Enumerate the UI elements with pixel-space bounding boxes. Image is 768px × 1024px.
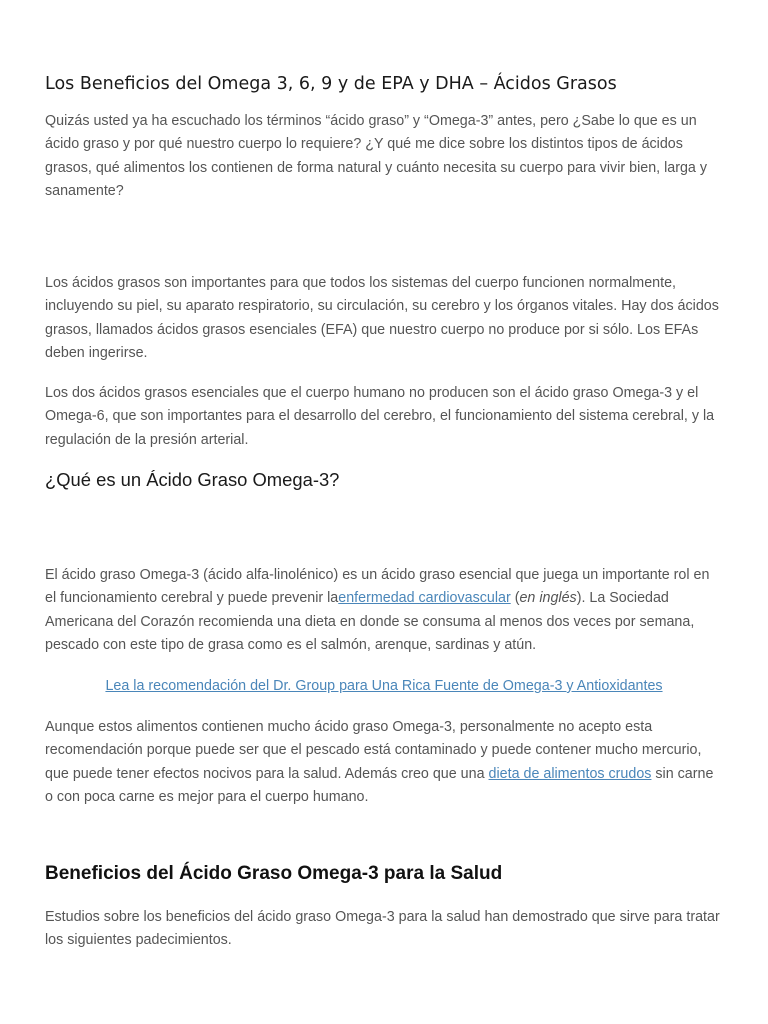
article-title: Los Beneficios del Omega 3, 6, 9 y de EPA y DHA – Ácidos Grasos (45, 74, 617, 94)
opinion-paragraph (45, 716, 723, 809)
omega3-text-part3: ). La Sociedad Americana del Corazón recomienda una dieta en donde se consuma al menos dos veces por semana, pescado con este tipo de grasa como es el salmón, arenque, sardinas y atún. (45, 590, 695, 653)
omega3-paragraph (45, 564, 723, 657)
studies-paragraph: Estudios sobre los beneficios del ácido graso Omega-3 para la salud han demostrado que sirve para tratar los siguientes padecimientos. (45, 909, 720, 949)
essential-fatty-acids-paragraph: Los dos ácidos grasos esenciales que el cuerpo humano no producen son el ácido graso Omega-3 y el Omega-6, que son importantes para el desarrollo del cerebro, el funcionamiento del sistema cerebral, y la regulación de la presión arterial. (45, 385, 715, 448)
in-english-note: en inglés (519, 590, 577, 607)
intro-paragraph: Quizás usted ya ha escuchado los términos “ácido graso” y “Omega-3” antes, pero ¿Sabe lo que es un ácido graso y por qué nuestro cuerpo lo requiere? ¿Y qué me dice sobre los distintos tipos de ácidos grasos, qué alimentos los contienen de forma natural y cuánto necesita su cuerpo para vivir bien, larga y sanamente? (45, 113, 707, 199)
omega3-text-part1: El ácido graso Omega-3 (ácido alfa-linolénico) es un ácido graso esencial que juega un importante rol en el funcionamiento cerebral y puede prevenir la (45, 567, 710, 607)
what-is-omega3-heading: ¿Qué es un Ácido Graso Omega-3? (45, 469, 340, 490)
dr-group-recommendation-link[interactable]: Lea la recomendación del Dr. Group para Una Rica Fuente de Omega-3 y Antioxidantes (105, 678, 663, 694)
raw-food-diet-link[interactable]: dieta de alimentos crudos (488, 765, 652, 782)
recommendation-link-paragraph (45, 675, 723, 698)
opinion-text-part2: sin carne o con poca carne es mejor para el cuerpo humano. (45, 765, 714, 805)
omega3-text-part2: ( (510, 590, 520, 607)
cardiovascular-disease-link[interactable]: enfermedad cardiovascular (338, 590, 511, 607)
opinion-text-part1: Aunque estos alimentos contienen mucho ácido graso Omega-3, personalmente no acepto esta recomendación porque puede ser que el pescado está contaminado y puede contener mucho mercurio, que puede tener efectos nocivos para la salud. Además creo que una (45, 719, 702, 782)
health-benefits-heading: Beneficios del Ácido Graso Omega-3 para la Salud (45, 863, 503, 884)
importance-paragraph: Los ácidos grasos son importantes para que todos los sistemas del cuerpo funcionen normalmente, incluyendo su piel, su aparato respiratorio, su circulación, su cerebro y los órganos vitales. Hay dos ácidos grasos, llamados ácidos grasos esenciales (EFA) que nuestro cuerpo no produce por si sólo. Los EFAs deben ingerirse. (45, 275, 719, 361)
